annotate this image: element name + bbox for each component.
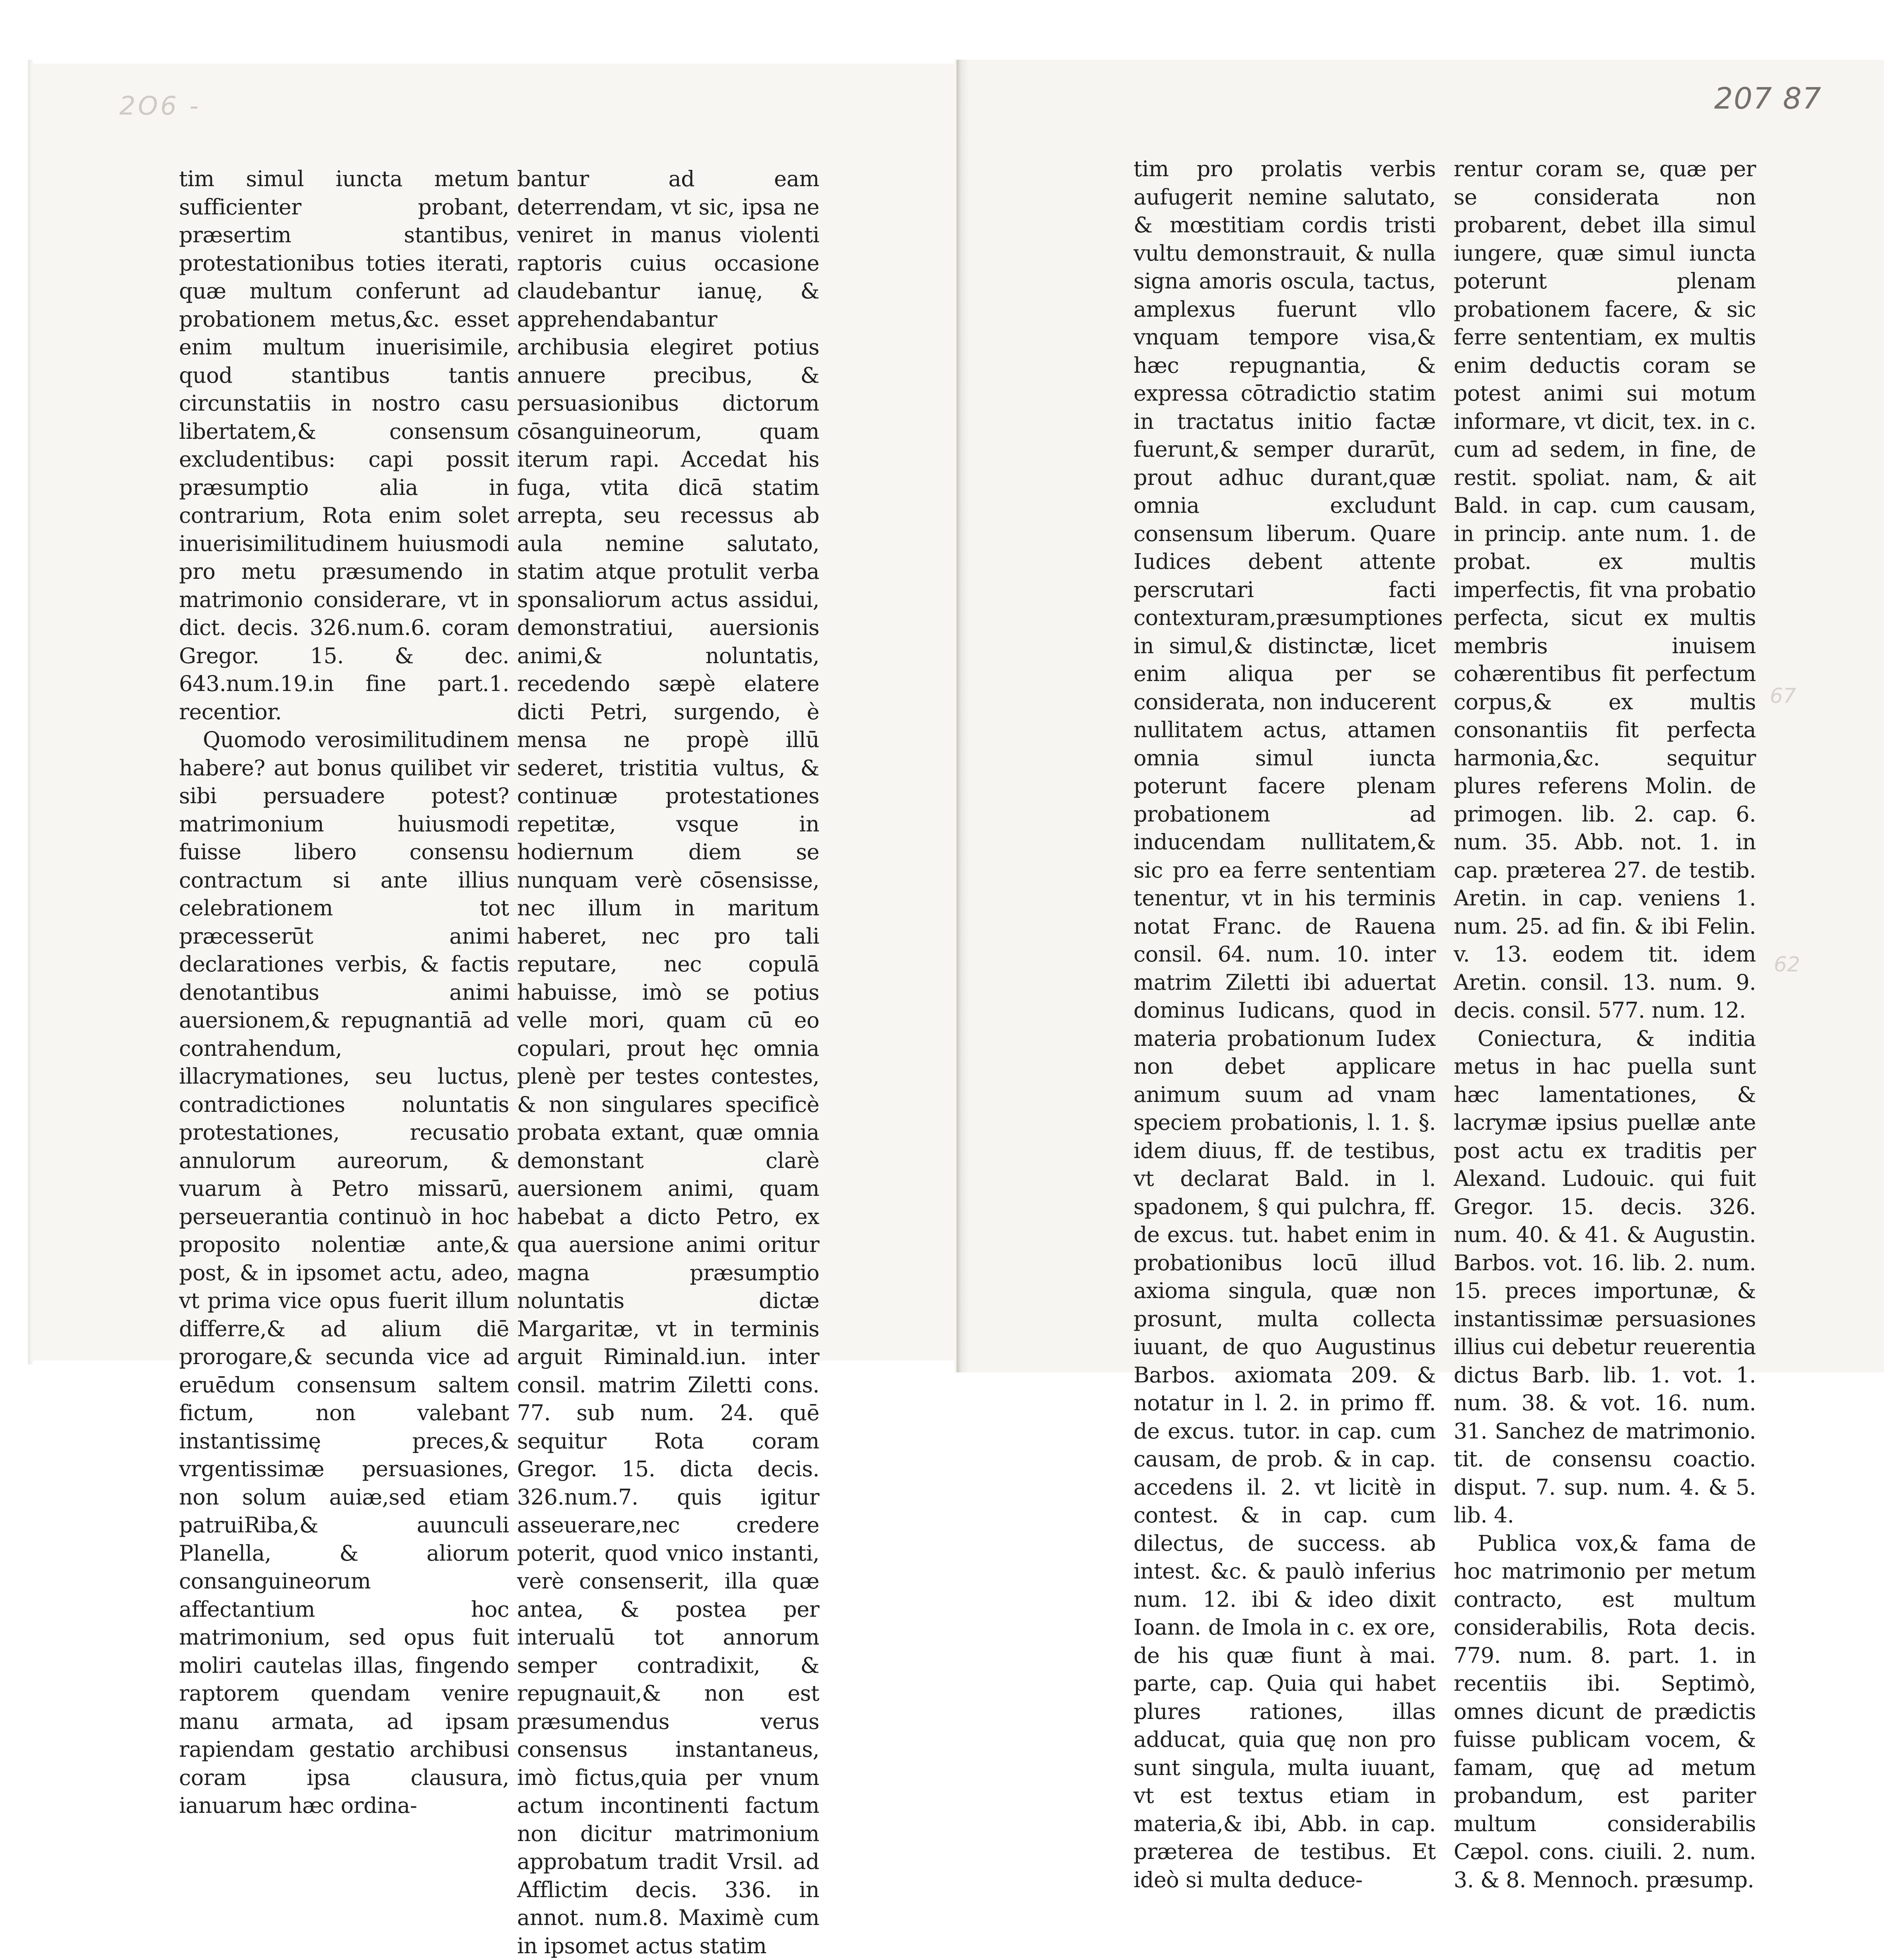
right-folio-number: 207 87 xyxy=(1714,82,1822,116)
left-folio-faint: 2O6 - xyxy=(119,91,201,121)
left-page-column-1 xyxy=(179,165,509,1820)
left-page-column-2 xyxy=(517,165,819,1960)
paragraph: Coniectura, & inditia metus in hac puella sunt hæc lamentationes, & lacrymæ ipsius puellæ ante post actu ex traditis per Alexand. Ludouic. qui fuit Gregor. 15. decis. 326. num. 40. & 41. & Augustin. Barbos. vot. 16. lib. 2. num. 15. preces importunæ, & instantissimæ persuasiones illius cui debetur reuerentia dictus Barb. lib. 1. vot. 1. num. 38. & vot. 16. num. 31. Sanchez de matrimonio. tit. de consensu coactio. disput. 7. sup. num. 4. & 5. lib. 4. xyxy=(1454,1026,1756,1528)
paragraph: Publica vox,& fama de hoc matrimonio per metum contracto, est multum considerabilis, Rota decis. 779. num. 8. part. 1. in recentiis ibi. Septimò, omnes dicunt de prædictis fuisse publicam vocem, & famam, quę ad metum probandum, est pariter multum considerabilis Cæpol. cons. ciuili. 2. num. 3. & 8. Mennoch. præsump. xyxy=(1454,1530,1756,1892)
paragraph: Quomodo verosimilitudinem habere? aut bonus quilibet vir sibi persuadere potest? matrimonium huiusmodi fuisse libero consensu contractum si ante illius celebrationem tot præcesserūt animi declarationes verbis, & factis denotantibus animi auersionem,& repugnantiā ad contrahendum, illacrymationes, seu luctus, contradictiones noluntatis protestationes, recusatio annulorum aureorum, & vuarum à Petro missarū, perseuerantia continuò in hoc proposito nolentiæ ante,& post, & in ipsomet actu, adeo, vt prima vice opus fuerit illum differre,& ad alium diē prorogare,& secunda vice ad eruēdum consensum saltem fictum, non valebant instantissimę preces,& vrgentissimæ persuasiones, non solum auiæ,sed etiam patruiRiba,& auunculi Planella, & aliorum consanguineorum affectantium hoc matrimonium, sed opus fuit moliri cautelas illas, fingendo raptorem quendam venire manu armata, ad ipsam rapiendam gestatio archibusi coram ipsa clausura, ianuarum hæc ordina- xyxy=(179,727,509,1818)
paragraph: tim pro prolatis verbis aufugerit nemine salutato, & mœstitiam cordis tristi vultu demonstrauit, & nulla signa amoris oscula, tactus, amplexus fuerunt vllo vnquam tempore visa,& hæc repugnantia, & expressa cōtradictio statim in tractatus initio factæ fuerunt,& semper durarūt, prout adhuc durant,quæ omnia excludunt consensum liberum. Quare Iudices debent attente perscrutari facti contexturam,præsumptiones in simul,& distinctæ, licet enim aliqua per se considerata, non inducerent nullitatem actus, attamen omnia simul iuncta poterunt facere plenam probationem ad inducendam nullitatem,& sic pro ea ferre sententiam tenentur, vt in his terminis notat Franc. de Rauena consil. 64. num. 10. inter matrim Ziletti ibi aduertat dominus Iudicans, quod in materia probationum Iudex non debet applicare animum suum ad vnam speciem probationis, l. 1. §. idem diuus, ff. de testibus, vt declarat Bald. in l. spadonem, § qui pulchra, ff. de excus. tut. habet enim in probationibus locū illud axioma singula, quæ non prosunt, multa collecta iuuant, de quo Augustinus Barbos. axiomata 209. & notatur in l. 2. in primo ff. de excus. tutor. in cap. cum causam, de prob. & in cap. accedens il. 2. vt licitè in contest. & in cap. cum dilectus, de success. ab intest. &c. & paulò inferius num. 12. ibi & ideo dixit Ioann. de Imola in c. ex ore, de his quæ fiunt à mai. parte, cap. Quia qui habet plures rationes, illas adducat, quia quę non pro sunt singula, multa iuuant, vt est textus etiam in materia,& ibi, Abb. in cap. præterea de testibus. Et ideò si multa deduce- xyxy=(1134,156,1443,1892)
paragraph: rentur coram se, quæ per se considerata non probarent, debet illa simul iungere, quæ simul iuncta poterunt plenam probationem facere, & sic ferre sententiam, ex multis enim deductis coram se potest animi sui motum informare, vt dicit, tex. in c. cum ad sedem, in fine, de restit. spoliat. nam, & ait Bald. in cap. cum causam, in princip. ante num. 1. de probat. ex multis imperfectis, fit vna probatio perfecta, sicut ex multis membris inuisem cohærentibus fit perfectum corpus,& ex multis consonantiis fit perfecta harmonia,&c. sequitur plures referens Molin. de primogen. lib. 2. cap. 6. num. 35. Abb. not. 1. in cap. præterea 27. de testib. Aretin. in cap. veniens 1. num. 25. ad fin. & ibi Felin. v. 13. eodem tit. idem Aretin. consil. 13. num. 9. decis. consil. 577. num. 12. xyxy=(1454,156,1756,1023)
right-page-column-1 xyxy=(1134,155,1443,1894)
margin-mark: 67 xyxy=(1770,684,1797,708)
paragraph: tim simul iuncta metum sufficienter probant, præsertim stantibus, protestationibus toties iterati, quæ multum conferunt ad probationem metus,&c. esset enim multum inuerisimile, quod stantibus tantis circunstatiis in nostro casu libertatem,& consensum excludentibus: capi possit præsumptio alia in contrarium, Rota enim solet inuerisimilitudinem huiusmodi pro metu præsumendo in matrimonio considerare, vt in dict. decis. 326.num.6. coram Gregor. 15. & dec. 643.num.19.in fine part.1. recentior. xyxy=(179,166,509,724)
paragraph: bantur ad eam deterrendam, vt sic, ipsa ne veniret in manus violenti raptoris cuius occasione claudebantur ianuę, & apprehendabantur archibusia elegiret potius annuere precibus, & persuasionibus dictorum cōsanguineorum, quam iterum rapi. Accedat his fuga, vtita dicā statim arrepta, seu recessus ab aula nemine salutato, statim atque protulit verba sponsaliorum actus assidui, demonstratiui, auersionis animi,& noluntatis, recedendo sæpè elatere dicti Petri, surgendo, è mensa ne propè illū sederet, tristitia vultus, & continuæ protestationes repetitæ, vsque in hodiernum diem se nunquam verè cōsensisse, nec illum in maritum haberet, nec pro tali reputare, nec copulā habuisse, imò se potius velle mori, quam cū eo copulari, prout hęc omnia plenè per testes contestes, & non singulares specificè probata extant, quæ omnia demonstant clarè auersionem animi, quam habebat a dicto Petro, ex qua auersione animi oritur magna præsumptio noluntatis dictæ Margaritæ, vt in terminis arguit Riminald.iun. inter consil. matrim Ziletti cons. 77. sub num. 24. quē sequitur Rota coram Gregor. 15. dicta decis. 326.num.7. quis igitur asseuerare,nec credere poterit, quod vnico instanti, verè consenserit, illa quæ antea, & postea per interualū tot annorum semper contradixit, & repugnauit,& non est præsumendus verus consensus instantaneus, imò fictus,quia per vnum actum incontinenti factum non dicitur matrimonium approbatum tradit Vrsil. ad Afflictim decis. 336. in annot. num.8. Maximè cum in ipsomet actus statim xyxy=(517,166,819,1958)
margin-mark: 62 xyxy=(1774,953,1800,977)
right-page-column-2 xyxy=(1454,155,1756,1894)
page-gutter xyxy=(957,60,968,1372)
